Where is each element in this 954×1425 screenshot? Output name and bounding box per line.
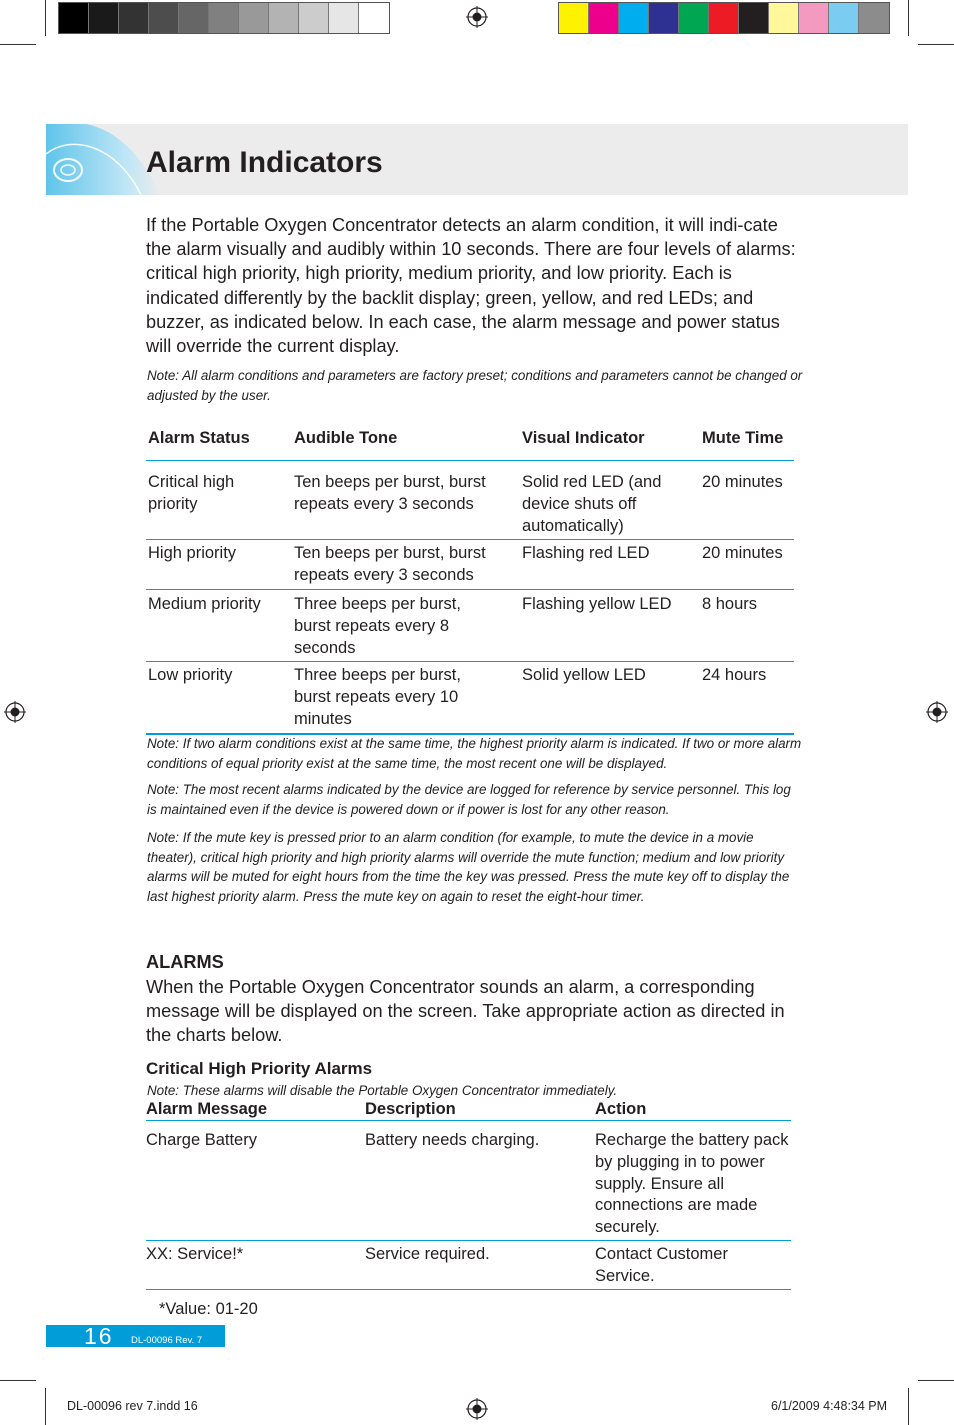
gray-swatch [239,3,269,33]
page-title: Alarm Indicators [146,146,383,179]
gray-swatch [359,3,389,33]
table-cell: Flashing red LED [521,540,701,590]
color-swatch [709,3,739,33]
gray-swatch [59,3,89,33]
gray-swatch [119,3,149,33]
alarms-heading: ALARMS [146,952,224,972]
table-cell: Contact Customer Service. [595,1240,791,1289]
gray-color-bar [58,2,390,34]
table-header-row [146,1100,791,1121]
gray-swatch [179,3,209,33]
table-row [146,461,794,540]
preset-note: Note: All alarm conditions and parameters are factory preset; conditions and parameters cannot be changed or adjusted by the user. [147,368,803,403]
registration-mark-icon [4,701,26,723]
column-header: Alarm Status [146,429,293,461]
table-header-row [146,429,794,461]
crop-mark-icon [908,0,909,36]
table-cell: Ten beeps per burst, burst repeats every 3 seconds [293,540,521,590]
table-cell: 24 hours [701,662,794,734]
table-cell: Flashing yellow LED [521,589,701,661]
crop-mark-icon [45,1388,46,1425]
color-swatch [649,3,679,33]
table-cell: Low priority [146,662,293,734]
critical-alarms-table [146,1100,791,1290]
column-header: Audible Tone [293,429,521,461]
crop-mark-icon [918,44,954,45]
table-cell: Critical high priority [146,461,293,540]
table-cell: Service required. [365,1240,595,1289]
table-cell: 20 minutes [701,540,794,590]
table-row [146,589,794,661]
gray-swatch [299,3,329,33]
gray-swatch [209,3,239,33]
table-cell: Solid yellow LED [521,662,701,734]
gray-swatch [89,3,119,33]
gray-swatch [269,3,299,33]
table-cell: Ten beeps per burst, burst repeats every 3 seconds [293,461,521,540]
table-cell: XX: Service!* [146,1240,365,1289]
mute-note: Note: If the mute key is pressed prior to an alarm condition (for example, to mute the device in a movie theater), critical high priority and high priority alarms will override the mute function; medium and low priority alarms will be muted for eight hours from the time the key was pressed. Press the mute key off to display the last highest priority alarm. Press the mute key on again to reset the eight-hour timer. [147,830,790,904]
color-swatch [679,3,709,33]
color-swatch [859,3,889,33]
color-swatch [619,3,649,33]
table-cell: 20 minutes [701,461,794,540]
color-swatch [829,3,859,33]
table-row [146,1121,791,1241]
registration-mark-icon [926,701,948,723]
table-cell: Three beeps per burst, burst repeats every 8 seconds [293,589,521,661]
table-cell: High priority [146,540,293,590]
crop-mark-icon [0,1380,36,1381]
slug-file-name: DL-00096 rev 7.indd 16 [67,1399,198,1413]
color-swatch [589,3,619,33]
crop-mark-icon [908,1388,909,1425]
table-cell: Three beeps per burst, burst repeats every 10 minutes [293,662,521,734]
critical-alarms-note: Note: These alarms will disable the Portable Oxygen Concentrator immediately. [147,1083,618,1098]
table-cell: Medium priority [146,589,293,661]
table-cell: 8 hours [701,589,794,661]
table-cell: Solid red LED (and device shuts off automatically) [521,461,701,540]
column-header: Action [595,1100,791,1121]
column-header: Visual Indicator [521,429,701,461]
slug-timestamp: 6/1/2009 4:48:34 PM [771,1399,888,1413]
alarm-status-table [146,429,794,735]
column-header: Mute Time [701,429,794,461]
registration-mark-icon [466,1398,488,1420]
color-swatch [799,3,829,33]
footnote: *Value: 01-20 [159,1300,258,1318]
alarms-paragraph: When the Portable Oxygen Concentrator sounds an alarm, a corresponding message will be displayed on the screen. Take appropriate action as directed in the charts below. [146,977,785,1046]
table-cell: Recharge the battery pack by plugging in to power supply. Ensure all connections are made securely. [595,1121,791,1241]
table-cell: Charge Battery [146,1121,365,1241]
log-note: Note: The most recent alarms indicated by the device are logged for reference by service personnel. This log is maintained even if the device is powered down or if power is lost for any other reason. [147,782,791,817]
table-cell: Battery needs charging. [365,1121,595,1241]
crop-mark-icon [0,44,36,45]
column-header: Description [365,1100,595,1121]
process-color-bar [558,2,890,34]
color-swatch [559,3,589,33]
document-revision: DL-00096 Rev. 7 [131,1335,203,1346]
color-swatch [769,3,799,33]
crop-mark-icon [45,0,46,36]
page-number: 16 [84,1323,114,1349]
color-swatch [739,3,769,33]
table-row [146,1240,791,1289]
table-row [146,662,794,734]
column-header: Alarm Message [146,1100,365,1121]
critical-alarms-heading: Critical High Priority Alarms [146,1059,373,1078]
crop-mark-icon [918,1380,954,1381]
intro-paragraph: If the Portable Oxygen Concentrator detects an alarm condition, it will indi-cate the alarm visually and audibly within 10 seconds. There are four levels of alarms: critical high priority, high priority, medium priority, and low priority. Each is indicated differently by the backlit display; green, yellow, and red LEDs; and buzzer, as indicated below. In each case, the alarm message and power status will override the current display. [146,215,796,357]
registration-mark-icon [466,6,488,28]
priority-note: Note: If two alarm conditions exist at the same time, the highest priority alarm is indicated. If two or more alarm conditions of equal priority exist at the same time, the most recent one will be displayed. [147,736,802,771]
gray-swatch [149,3,179,33]
gray-swatch [329,3,359,33]
table-row [146,540,794,590]
